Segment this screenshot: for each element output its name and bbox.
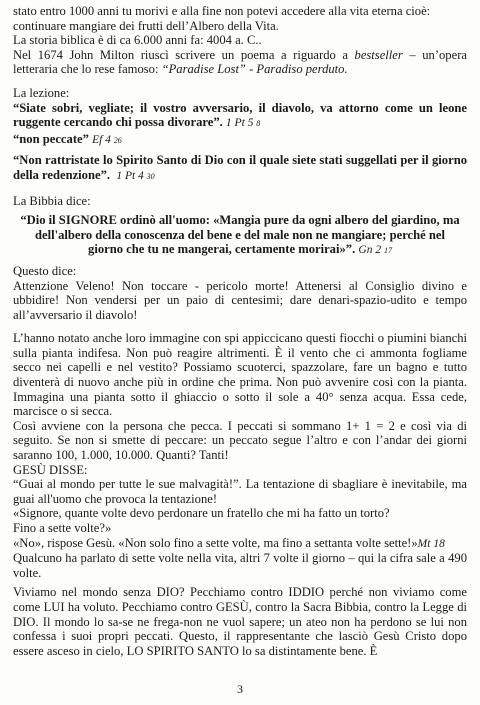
lesson-quote-3-ref bbox=[116, 170, 154, 182]
intro-line-2: continuare mangiare dei frutti dell’Albero della Vita. bbox=[13, 18, 279, 33]
milton-paragraph bbox=[13, 48, 467, 77]
lesson-quote-2-text: “non peccate” bbox=[13, 131, 89, 146]
lesson-quote-1 bbox=[13, 101, 467, 132]
jesus-line-4 bbox=[13, 536, 467, 552]
milton-text-a: Nel 1674 John Milton riuscì scrivere un poema a riguardo a bbox=[13, 47, 355, 62]
bible-quote-ref bbox=[358, 244, 392, 256]
lesson-quote-3 bbox=[13, 153, 467, 184]
bible-heading: La Bibbia dice: bbox=[13, 193, 91, 208]
lesson-quote-1-verse: 8 bbox=[256, 119, 261, 129]
bestseller-term: bestseller bbox=[354, 47, 403, 62]
jesus-line-4-ref: Mt 18 bbox=[417, 537, 445, 550]
paragraph-world: Viviamo nel mondo senza DIO? Pecchiamo contro IDDIO perché non viviamo come come LUI ha voluto. Pecchiamo contro GESÙ, contro la Sacra Bibbia, contro la Legge di DIO. Il mondo lo sa-se ne frega-non ne vuol sapere; un ateo non ha perdono se lui non confessa i suoi propri peccati. Questo, il rappresentante che lasciò Gesù Cristo dopo essere asceso in cielo, LO SPIRITO SANTO lo sa distintamente bene. È bbox=[13, 585, 467, 658]
jesus-line-5: Qualcuno ha parlato di sette volte nella vita, altri 7 volte il giorno – qui la cifra sale a 490 volte. bbox=[13, 551, 467, 580]
lesson-quote-1-ref bbox=[226, 117, 260, 129]
paragraph-plant: L’hanno notato anche loro immagine con spi appiccicano questi fiocchi o piumini bianchi sulla pianta indifesa. Non può reagire altrimenti. È il vento che ci ammonta fogliame secco nei capelli e nel vestito? Possiamo scuoterci, spazzolare, fare un bagno e tutto diventerà di nuovo anche più in ordine che prima. Non può avvenire così con la pianta. Immagina una pianta sotto il ghiaccio o sotto il sole a 40° senza acqua. Essa cede, marcisce o si secca. bbox=[13, 331, 467, 419]
lesson-quote-3-verse: 30 bbox=[146, 171, 155, 181]
lesson-quote-2-verse: 26 bbox=[113, 135, 122, 145]
bible-quote-book: Gn 2 bbox=[358, 244, 382, 257]
says-text: Attenzione Veleno! Non toccare - pericolo morte! Attenersi al Consiglio divino e ubbidire! Non vendersi per un paio di centesimi; dare denari-spazio-udito e tempo all’avversario il diavolo! bbox=[13, 278, 467, 322]
lesson-quote-2-book: Ef 4 bbox=[92, 133, 111, 146]
page-number: 3 bbox=[237, 682, 243, 696]
jesus-heading: GESÙ DISSE: bbox=[13, 462, 88, 477]
paradise-lost-title: “Paradise Lost” - Paradiso perduto. bbox=[161, 62, 348, 77]
lesson-quote-1-book: 1 Pt 5 bbox=[225, 117, 254, 130]
bible-quote-text: “Dio il SIGNORE ordinò all'uomo: «Mangia pure da ogni albero del giardino, ma dell'albero della conoscenza del bene e del male non ne mangiare; perché nel giorno che tu ne mangerai, certamente morirai»”. bbox=[20, 213, 460, 257]
lesson-quote-2 bbox=[13, 132, 467, 149]
intro-line-3: La storia biblica è di ca 6.000 anni fa: 4004 a. C.. bbox=[13, 33, 262, 48]
paragraph-sin: Così avviene con la persona che pecca. I peccati si sommano 1+ 1 = 2 e così via di seguito. Se non si smette di peccare: un peccato segue l’altro e con l’andar dei giorni saranno 100, 1.000, 10.000. Quanti? Tanti! bbox=[13, 418, 467, 463]
lesson-quote-1-text: “Siate sobri, vegliate; il vostro avversario, il diavolo, va attorno come un leone ruggente cercando chi possa divorare”. bbox=[13, 100, 467, 130]
lesson-quote-3-text: “Non rattristate lo Spirito Santo di Dio con il quale siete stati suggellati per il giorno della redenzione”. bbox=[13, 153, 467, 182]
jesus-line-3: Fino a sette volte?» bbox=[13, 521, 112, 535]
lesson-heading: La lezione: bbox=[13, 85, 70, 100]
intro-line-1: stato entro 1000 anni tu morivi e alla fine non potevi accedere alla vita eterna cioè: bbox=[13, 4, 431, 18]
lesson-quote-3-book: 1 Pt 4 bbox=[116, 169, 144, 182]
bible-quote-verse: 17 bbox=[383, 246, 392, 256]
jesus-line-2: «Signore, quante volte devo perdonare un fratello che mi ha fatto un torto? bbox=[13, 506, 390, 521]
jesus-line-1: “Guai al mondo per tutte le sue malvagità!”. La tentazione di sbagliare è inevitabile, ma guai all'uomo che provoca la tentazione! bbox=[13, 477, 467, 506]
jesus-line-4-text: «No», rispose Gesù. «Non solo fino a sette volte, ma fino a settanta volte sette!» bbox=[13, 535, 418, 550]
bible-quote bbox=[13, 213, 467, 259]
milton-text-b: – un’opera letteraria che lo rese famoso: bbox=[13, 47, 467, 77]
lesson-quote-2-ref bbox=[92, 134, 122, 146]
says-heading: Questo dice: bbox=[13, 263, 77, 278]
